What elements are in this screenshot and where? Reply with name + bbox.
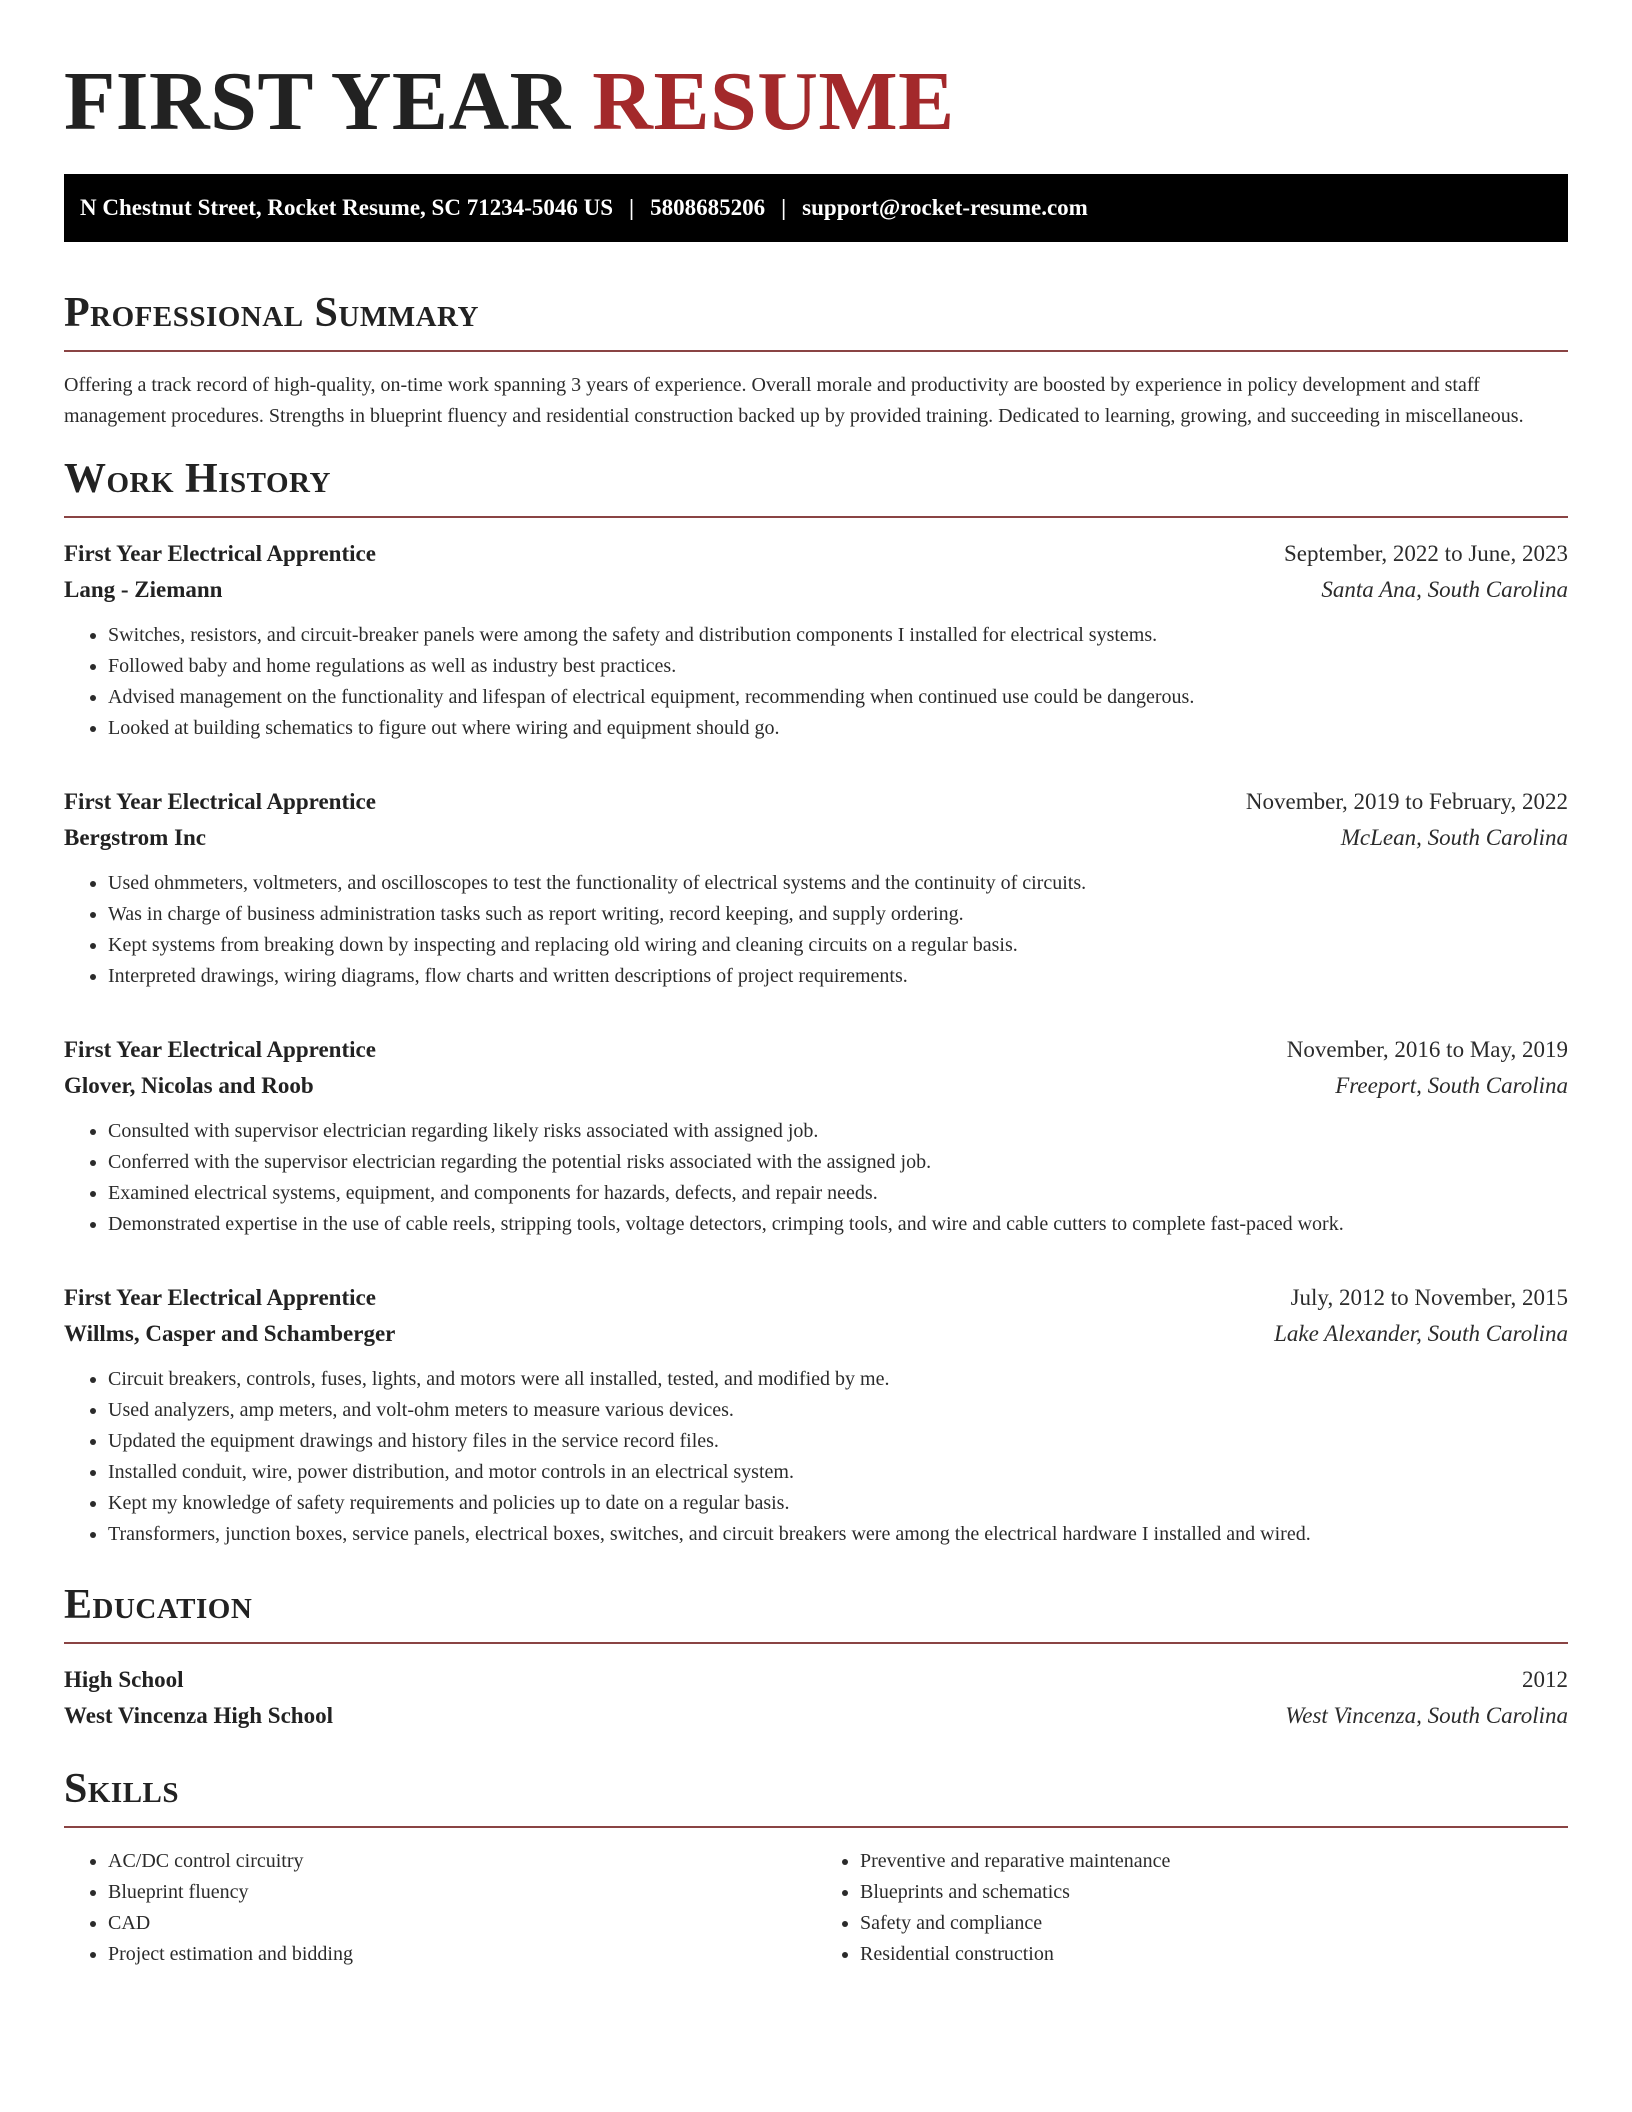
job-bullet: • Updated the equipment drawings and history files in the service record files. [108, 1426, 1568, 1457]
job-bullets [64, 868, 1568, 992]
job-location: Santa Ana, South Carolina [1321, 577, 1568, 602]
education-degree: High School [64, 1667, 184, 1692]
education-school: West Vincenza High School [64, 1703, 333, 1728]
job-dates: November, 2016 to May, 2019 [1286, 1037, 1568, 1062]
job-header-row [64, 1280, 1568, 1316]
job-bullet: • Conferred with the supervisor electrician regarding the potential risks associated with the assigned job. [108, 1147, 1568, 1178]
skill-item: • Blueprint fluency [108, 1877, 816, 1908]
section-divider [64, 350, 1568, 352]
contact-separator: | [781, 195, 787, 220]
education-section [64, 1580, 1568, 1734]
job-dates: September, 2022 to June, 2023 [1284, 541, 1568, 566]
work-history-section [64, 454, 1568, 1550]
job-bullet: • Looked at building schematics to figure out where wiring and equipment should go. [108, 713, 1568, 744]
job-company: Glover, Nicolas and Roob [64, 1073, 314, 1098]
title-main: FIRST YEAR [64, 55, 571, 148]
job-bullet: • Circuit breakers, controls, fuses, lights, and motors were all installed, tested, and modified by me. [108, 1364, 1568, 1395]
job-entry [64, 536, 1568, 744]
education-heading: Education [64, 1582, 253, 1628]
skill-item: • CAD [108, 1908, 816, 1939]
job-bullet: • Followed baby and home regulations as well as industry best practices. [108, 651, 1568, 682]
education-location: West Vincenza, South Carolina [1285, 1703, 1568, 1728]
job-location: Lake Alexander, South Carolina [1274, 1321, 1568, 1346]
education-row [64, 1662, 1568, 1698]
job-company-row [64, 1316, 1568, 1352]
job-bullets [64, 1364, 1568, 1550]
job-bullet: • Consulted with supervisor electrician regarding likely risks associated with assigned job. [108, 1116, 1568, 1147]
job-dates: July, 2012 to November, 2015 [1290, 1285, 1568, 1310]
contact-email: support@rocket-resume.com [802, 195, 1088, 220]
job-bullet: • Used ohmmeters, voltmeters, and oscilloscopes to test the functionality of electrical systems and the continuity of circuits. [108, 868, 1568, 899]
section-divider [64, 1826, 1568, 1828]
job-header-row [64, 536, 1568, 572]
skill-item: • Residential construction [860, 1939, 1568, 1970]
job-title: First Year Electrical Apprentice [64, 1285, 376, 1310]
job-bullet: • Switches, resistors, and circuit-breaker panels were among the safety and distribution components I installed for electrical systems. [108, 620, 1568, 651]
job-company-row [64, 820, 1568, 856]
job-company-row [64, 572, 1568, 608]
skills-section [64, 1764, 1568, 1970]
skill-item: • Blueprints and schematics [860, 1877, 1568, 1908]
job-bullets [64, 620, 1568, 744]
skills-columns [64, 1846, 1568, 1970]
job-bullet: • Transformers, junction boxes, service panels, electrical boxes, switches, and circuit breakers were among the electrical hardware I installed and wired. [108, 1519, 1568, 1550]
job-title: First Year Electrical Apprentice [64, 1037, 376, 1062]
job-title: First Year Electrical Apprentice [64, 541, 376, 566]
education-row [64, 1698, 1568, 1734]
job-header-row [64, 784, 1568, 820]
section-divider [64, 1642, 1568, 1644]
resume-page [64, 52, 1568, 1970]
job-company: Willms, Casper and Schamberger [64, 1321, 396, 1346]
skills-list-left [64, 1846, 816, 1970]
education-year: 2012 [1522, 1667, 1568, 1692]
job-bullet: • Used analyzers, amp meters, and volt-ohm meters to measure various devices. [108, 1395, 1568, 1426]
summary-section [64, 288, 1568, 432]
contact-phone: 5808685206 [650, 195, 766, 220]
skill-item: • Safety and compliance [860, 1908, 1568, 1939]
job-list [64, 536, 1568, 1550]
job-entry [64, 1032, 1568, 1240]
job-location: Freeport, South Carolina [1335, 1073, 1568, 1098]
job-entry [64, 784, 1568, 992]
job-bullet: • Kept systems from breaking down by inspecting and replacing old wiring and cleaning circuits on a regular basis. [108, 930, 1568, 961]
job-company: Lang - Ziemann [64, 577, 223, 602]
job-company-row [64, 1068, 1568, 1104]
resume-title [64, 52, 1568, 152]
job-title: First Year Electrical Apprentice [64, 789, 376, 814]
skills-list-right [816, 1846, 1568, 1970]
job-header-row [64, 1032, 1568, 1068]
job-bullet: • Demonstrated expertise in the use of cable reels, stripping tools, voltage detectors, crimping tools, and wire and cable cutters to complete fast-paced work. [108, 1209, 1568, 1240]
skills-heading: Skills [64, 1766, 180, 1812]
skill-item: • AC/DC control circuitry [108, 1846, 816, 1877]
summary-heading: Professional Summary [64, 290, 479, 336]
job-bullet: • Kept my knowledge of safety requirements and policies up to date on a regular basis. [108, 1488, 1568, 1519]
section-divider [64, 516, 1568, 518]
job-bullet: • Was in charge of business administration tasks such as report writing, record keeping, and supply ordering. [108, 899, 1568, 930]
skill-item: • Preventive and reparative maintenance [860, 1846, 1568, 1877]
contact-address: N Chestnut Street, Rocket Resume, SC 71234-5046 US [80, 195, 614, 220]
job-bullet: • Examined electrical systems, equipment, and components for hazards, defects, and repair needs. [108, 1178, 1568, 1209]
job-bullet: • Installed conduit, wire, power distribution, and motor controls in an electrical system. [108, 1457, 1568, 1488]
job-company: Bergstrom Inc [64, 825, 207, 850]
contact-separator: | [629, 195, 635, 220]
job-dates: November, 2019 to February, 2022 [1245, 789, 1568, 814]
contact-bar [64, 174, 1568, 242]
job-bullets [64, 1116, 1568, 1240]
job-bullet: • Advised management on the functionality and lifespan of electrical equipment, recommending when continued use could be dangerous. [108, 682, 1568, 713]
job-entry [64, 1280, 1568, 1550]
skill-item: • Project estimation and bidding [108, 1939, 816, 1970]
work-history-heading: Work History [64, 456, 331, 502]
job-location: McLean, South Carolina [1340, 825, 1568, 850]
summary-text: Offering a track record of high-quality, on-time work spanning 3 years of experience. Overall morale and productivity are boosted by experience in policy development and staff management procedures. Strengths in blueprint fluency and residential construction backed up by provided training. Dedicated to learning, growing, and succeeding in miscellaneous. [64, 374, 1524, 427]
job-bullet: • Interpreted drawings, wiring diagrams, flow charts and written descriptions of project requirements. [108, 961, 1568, 992]
title-accent: RESUME [592, 55, 955, 148]
